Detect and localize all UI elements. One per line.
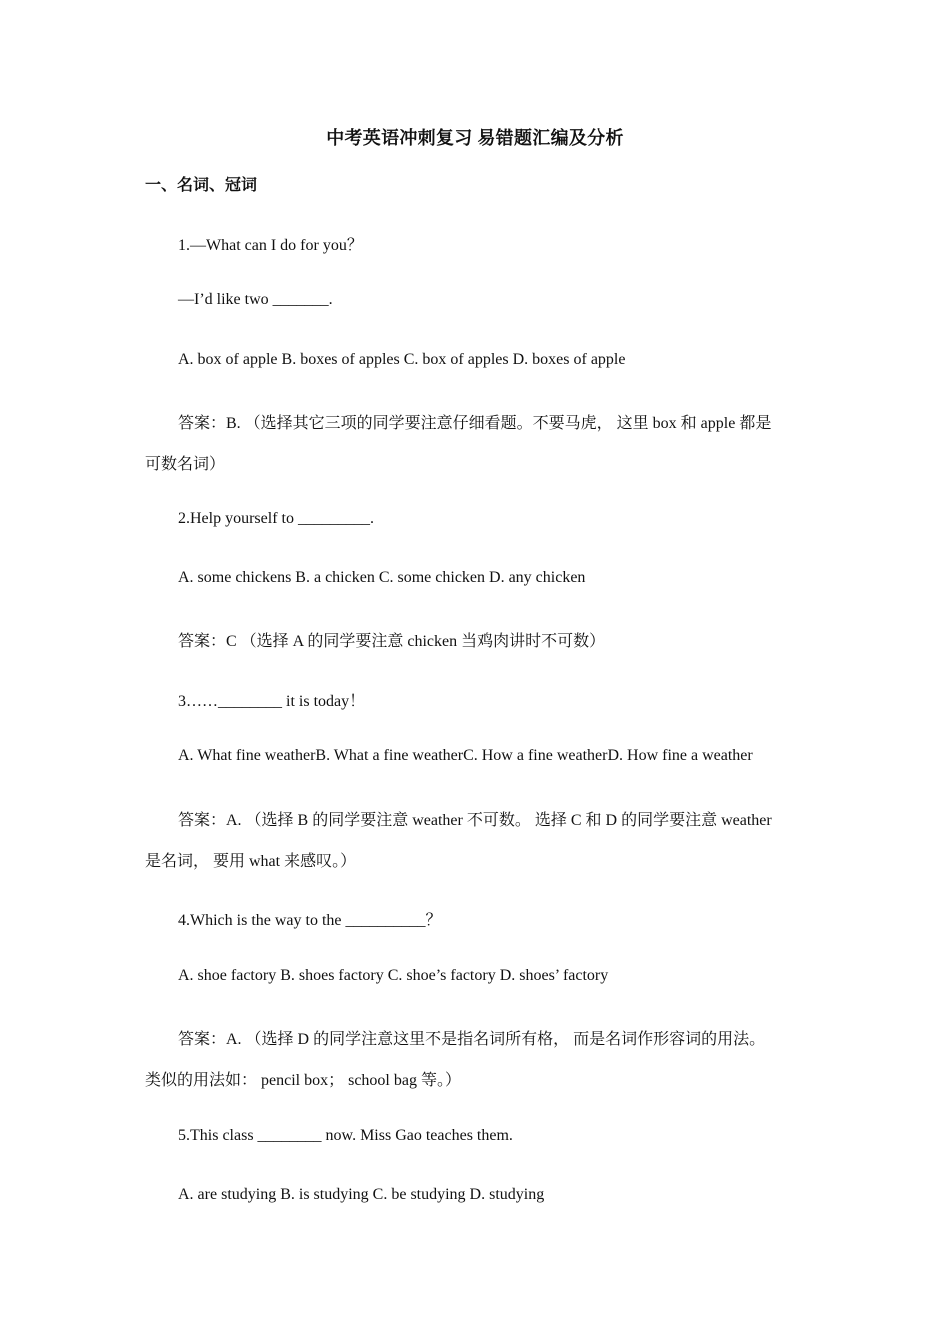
question-2-answer: 答案：C （选择 A 的同学要注意 chicken 当鸡肉讲时不可数）	[178, 633, 606, 650]
question-3-answer: 答案：A. （选择 B 的同学要注意 weather 不可数。 选择 C 和 D 的同学要注意 weather	[178, 812, 772, 829]
question-3-answer-continued: 是名词， 要用 what 来感叹。）	[145, 853, 357, 870]
question-4-options: A. shoe factory B. shoes factory C. shoe’s factory D. shoes’ factory	[178, 967, 609, 984]
question-5-prompt: 5.This class ________ now. Miss Gao teaches them.	[178, 1127, 513, 1144]
question-1-prompt: 1.—What can I do for you？	[178, 237, 363, 254]
question-1-response: —I’d like two _______.	[178, 291, 333, 308]
question-4-answer-continued: 类似的用法如： pencil box； school bag 等。）	[145, 1072, 461, 1089]
question-2-prompt: 2.Help yourself to _________.	[178, 510, 374, 527]
document-title: 中考英语冲刺复习 易错题汇编及分析	[326, 128, 624, 148]
question-4-prompt: 4.Which is the way to the __________？	[178, 912, 442, 929]
question-1-answer: 答案：B. （选择其它三项的同学要注意仔细看题。不要马虎， 这里 box 和 apple 都是	[178, 415, 772, 432]
question-1-answer-continued: 可数名词）	[145, 456, 226, 473]
section-heading: 一、名词、冠词	[145, 177, 258, 194]
question-5-options: A. are studying B. is studying C. be studying D. studying	[178, 1186, 545, 1203]
question-1-options: A. box of apple B. boxes of apples C. box of apples D. boxes of apple	[178, 351, 626, 368]
question-3-options: A. What fine weatherB. What a fine weatherC. How a fine weatherD. How fine a weather	[178, 747, 753, 764]
question-4-answer: 答案：A. （选择 D 的同学注意这里不是指名词所有格， 而是名词作形容词的用法。	[178, 1031, 766, 1048]
question-2-options: A. some chickens B. a chicken C. some chicken D. any chicken	[178, 569, 586, 586]
question-3-prompt: 3……________ it is today！	[178, 693, 366, 710]
